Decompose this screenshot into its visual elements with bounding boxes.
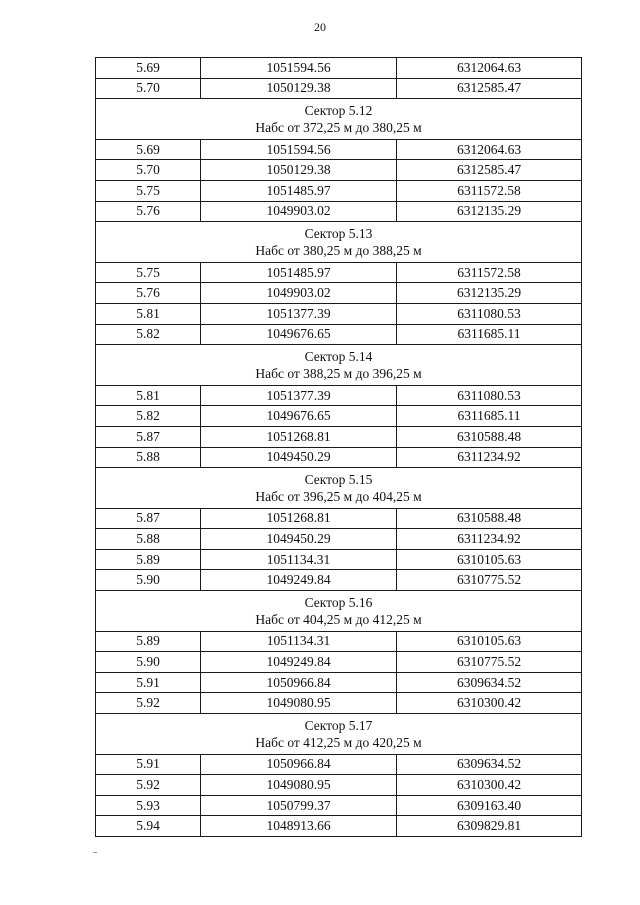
point-id-cell: 5.70	[96, 78, 201, 99]
sector-height-range: Набс от 396,25 м до 404,25 м	[255, 488, 422, 504]
x-coordinate-cell: 1050799.37	[201, 795, 397, 816]
x-coordinate-cell: 1049903.02	[201, 283, 397, 304]
point-id-cell: 5.70	[96, 160, 201, 181]
table-row	[96, 283, 582, 304]
point-id-cell: 5.91	[96, 672, 201, 693]
y-coordinate-cell: 6312135.29	[397, 201, 582, 222]
sector-header	[96, 714, 582, 755]
y-coordinate-cell: 6311572.58	[397, 262, 582, 283]
sector-header	[96, 345, 582, 386]
table-row	[96, 754, 582, 775]
sector-title: Сектор 5.17	[304, 717, 373, 733]
x-coordinate-cell: 1049080.95	[201, 693, 397, 714]
table-row	[96, 385, 582, 406]
y-coordinate-cell: 6310300.42	[397, 693, 582, 714]
table-row	[96, 324, 582, 345]
y-coordinate-cell: 6311572.58	[397, 180, 582, 201]
table-row	[96, 631, 582, 652]
table-row	[96, 549, 582, 570]
point-id-cell: 5.76	[96, 201, 201, 222]
y-coordinate-cell: 6312064.63	[397, 139, 582, 160]
x-coordinate-cell: 1049676.65	[201, 324, 397, 345]
x-coordinate-cell: 1049080.95	[201, 775, 397, 796]
sector-header-row	[96, 99, 582, 140]
x-coordinate-cell: 1051268.81	[201, 508, 397, 529]
sector-header	[96, 222, 582, 263]
table-row	[96, 262, 582, 283]
sector-title: Сектор 5.16	[304, 594, 373, 610]
y-coordinate-cell: 6309829.81	[397, 816, 582, 837]
point-id-cell: 5.90	[96, 570, 201, 591]
point-id-cell: 5.88	[96, 447, 201, 468]
point-id-cell: 5.92	[96, 775, 201, 796]
table-row	[96, 775, 582, 796]
sector-title: Сектор 5.12	[304, 102, 373, 118]
coordinates-table-body	[96, 58, 582, 837]
x-coordinate-cell: 1049450.29	[201, 447, 397, 468]
x-coordinate-cell: 1051594.56	[201, 139, 397, 160]
sector-header-row	[96, 591, 582, 632]
point-id-cell: 5.69	[96, 139, 201, 160]
y-coordinate-cell: 6311685.11	[397, 324, 582, 345]
x-coordinate-cell: 1051134.31	[201, 631, 397, 652]
x-coordinate-cell: 1051485.97	[201, 180, 397, 201]
y-coordinate-cell: 6310105.63	[397, 549, 582, 570]
point-id-cell: 5.89	[96, 549, 201, 570]
y-coordinate-cell: 6310588.48	[397, 426, 582, 447]
point-id-cell: 5.94	[96, 816, 201, 837]
point-id-cell: 5.87	[96, 426, 201, 447]
y-coordinate-cell: 6311080.53	[397, 303, 582, 324]
sector-height-range: Набс от 412,25 м до 420,25 м	[255, 734, 422, 750]
point-id-cell: 5.88	[96, 529, 201, 550]
x-coordinate-cell: 1048913.66	[201, 816, 397, 837]
x-coordinate-cell: 1051594.56	[201, 58, 397, 79]
sector-header-row	[96, 345, 582, 386]
y-coordinate-cell: 6309634.52	[397, 754, 582, 775]
page-number: 20	[314, 20, 326, 34]
table-row	[96, 139, 582, 160]
sector-title: Сектор 5.13	[304, 225, 373, 241]
x-coordinate-cell: 1050966.84	[201, 672, 397, 693]
coordinates-table	[95, 57, 582, 837]
sector-height-range: Набс от 372,25 м до 380,25 м	[255, 119, 422, 135]
x-coordinate-cell: 1050129.38	[201, 78, 397, 99]
sector-header	[96, 591, 582, 632]
y-coordinate-cell: 6311080.53	[397, 385, 582, 406]
y-coordinate-cell: 6312585.47	[397, 78, 582, 99]
y-coordinate-cell: 6309163.40	[397, 795, 582, 816]
table-row	[96, 78, 582, 99]
sector-header-row	[96, 468, 582, 509]
point-id-cell: 5.75	[96, 262, 201, 283]
y-coordinate-cell: 6312585.47	[397, 160, 582, 181]
point-id-cell: 5.92	[96, 693, 201, 714]
point-id-cell: 5.69	[96, 58, 201, 79]
sector-header	[96, 99, 582, 140]
y-coordinate-cell: 6310300.42	[397, 775, 582, 796]
y-coordinate-cell: 6310775.52	[397, 570, 582, 591]
x-coordinate-cell: 1049676.65	[201, 406, 397, 427]
x-coordinate-cell: 1049450.29	[201, 529, 397, 550]
point-id-cell: 5.89	[96, 631, 201, 652]
y-coordinate-cell: 6310105.63	[397, 631, 582, 652]
point-id-cell: 5.81	[96, 303, 201, 324]
sector-title: Сектор 5.15	[304, 471, 373, 487]
x-coordinate-cell: 1051134.31	[201, 549, 397, 570]
table-row	[96, 180, 582, 201]
x-coordinate-cell: 1049249.84	[201, 570, 397, 591]
margin-mark	[93, 852, 97, 853]
y-coordinate-cell: 6310775.52	[397, 652, 582, 673]
point-id-cell: 5.81	[96, 385, 201, 406]
table-row	[96, 201, 582, 222]
point-id-cell: 5.87	[96, 508, 201, 529]
sector-title: Сектор 5.14	[304, 348, 373, 364]
y-coordinate-cell: 6312064.63	[397, 58, 582, 79]
x-coordinate-cell: 1049903.02	[201, 201, 397, 222]
table-row	[96, 303, 582, 324]
y-coordinate-cell: 6311685.11	[397, 406, 582, 427]
table-row	[96, 426, 582, 447]
x-coordinate-cell: 1051377.39	[201, 303, 397, 324]
sector-height-range: Набс от 388,25 м до 396,25 м	[255, 365, 422, 381]
table-row	[96, 672, 582, 693]
y-coordinate-cell: 6309634.52	[397, 672, 582, 693]
sector-header-row	[96, 714, 582, 755]
sector-header	[96, 468, 582, 509]
sector-height-range: Набс от 380,25 м до 388,25 м	[255, 242, 422, 258]
y-coordinate-cell: 6310588.48	[397, 508, 582, 529]
y-coordinate-cell: 6311234.92	[397, 447, 582, 468]
x-coordinate-cell: 1050129.38	[201, 160, 397, 181]
point-id-cell: 5.76	[96, 283, 201, 304]
sector-header-row	[96, 222, 582, 263]
point-id-cell: 5.91	[96, 754, 201, 775]
table-row	[96, 652, 582, 673]
x-coordinate-cell: 1050966.84	[201, 754, 397, 775]
point-id-cell: 5.82	[96, 406, 201, 427]
table-row	[96, 406, 582, 427]
table-row	[96, 795, 582, 816]
table-row	[96, 816, 582, 837]
point-id-cell: 5.93	[96, 795, 201, 816]
point-id-cell: 5.82	[96, 324, 201, 345]
table-row	[96, 58, 582, 79]
y-coordinate-cell: 6311234.92	[397, 529, 582, 550]
sector-height-range: Набс от 404,25 м до 412,25 м	[255, 611, 422, 627]
x-coordinate-cell: 1051268.81	[201, 426, 397, 447]
table-row	[96, 508, 582, 529]
x-coordinate-cell: 1051485.97	[201, 262, 397, 283]
table-row	[96, 160, 582, 181]
x-coordinate-cell: 1049249.84	[201, 652, 397, 673]
point-id-cell: 5.90	[96, 652, 201, 673]
table-row	[96, 693, 582, 714]
table-row	[96, 529, 582, 550]
x-coordinate-cell: 1051377.39	[201, 385, 397, 406]
table-row	[96, 447, 582, 468]
table-row	[96, 570, 582, 591]
y-coordinate-cell: 6312135.29	[397, 283, 582, 304]
point-id-cell: 5.75	[96, 180, 201, 201]
